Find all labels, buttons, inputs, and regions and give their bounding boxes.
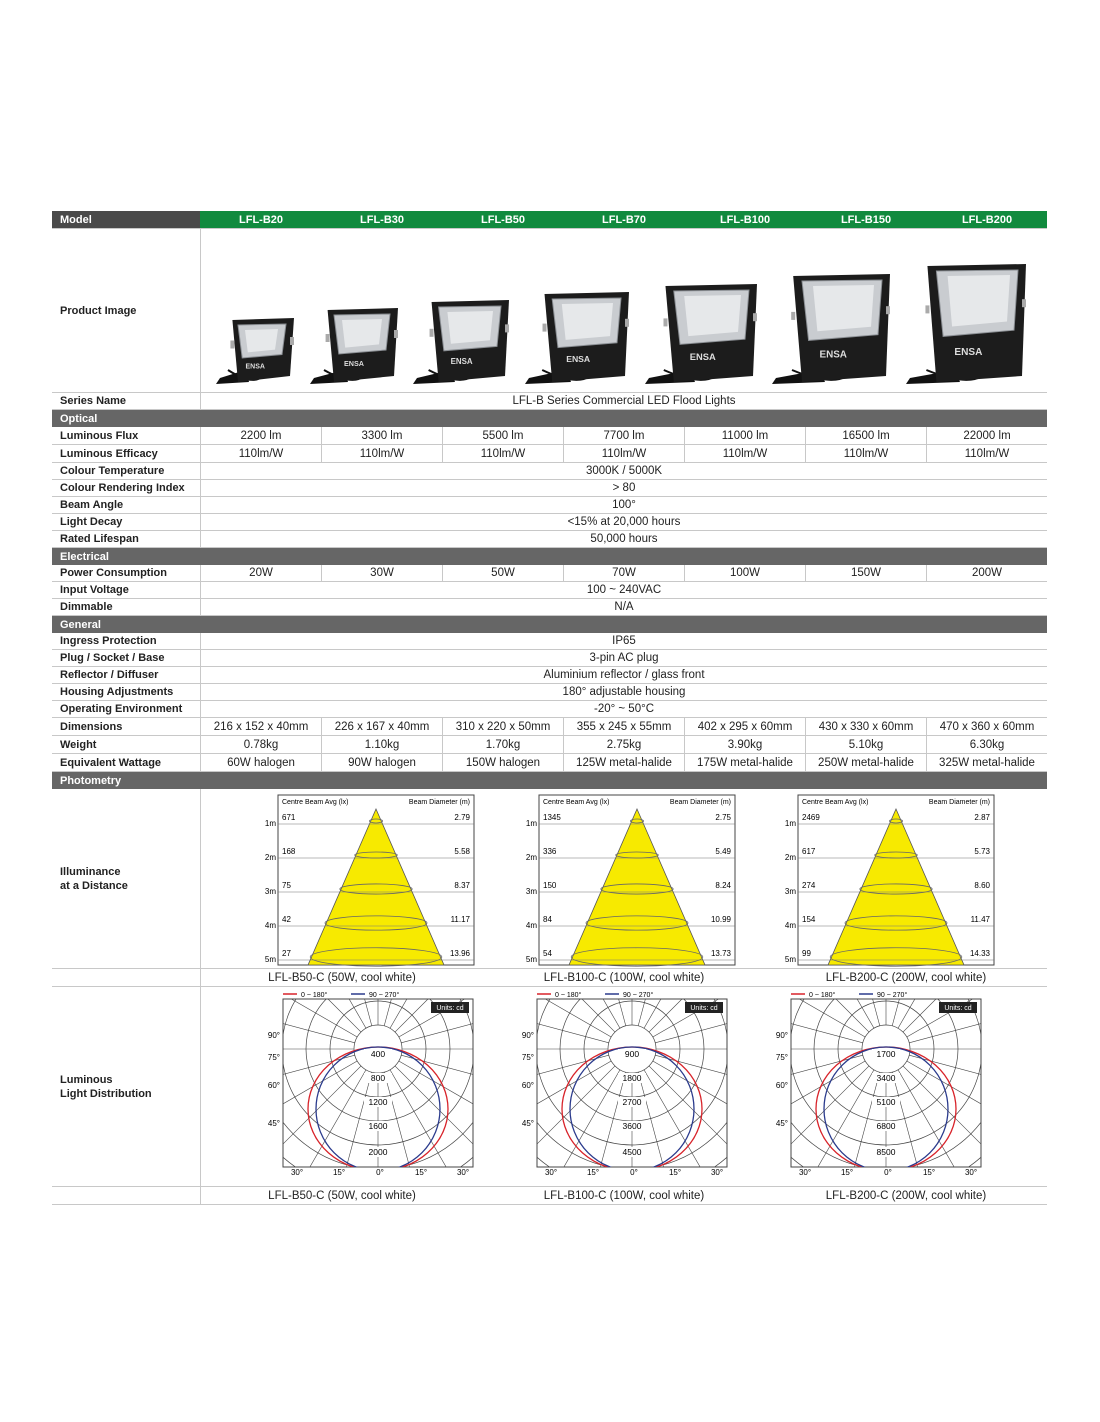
housing-value: 180° adjustable housing	[200, 684, 1047, 700]
efficacy-row	[52, 445, 1047, 463]
ring-label: 2000	[368, 1147, 388, 1157]
illuminance-caption: LFL-B50-C (50W, cool white)	[268, 971, 416, 984]
polar-angle-label: 15°	[586, 1168, 600, 1177]
housing-row	[52, 684, 1047, 701]
diameter-value: 5.49	[715, 847, 731, 856]
housing-label: Housing Adjustments	[60, 686, 174, 698]
cct-value: 3000K / 5000K	[200, 463, 1047, 479]
equiv-value: 250W metal-halide	[805, 754, 926, 771]
life-value: 50,000 hours	[200, 531, 1047, 547]
product-image-cell	[523, 290, 637, 386]
polar-diagram	[686, 987, 1048, 1187]
flux-value: 7700 lm	[563, 427, 684, 444]
illuminance-label	[52, 789, 200, 968]
weight-value: 3.90kg	[684, 736, 805, 753]
distance-label: 3m	[784, 887, 796, 896]
flux-row	[52, 427, 1047, 445]
distance-label: 2m	[264, 853, 276, 862]
power-value: 200W	[926, 565, 1047, 581]
diameter-value: 8.24	[715, 881, 731, 890]
dims-value: 310 x 220 x 50mm	[442, 718, 563, 735]
polar-caption-row	[52, 1187, 1047, 1205]
beam-row	[52, 497, 1047, 514]
distance-label: 2m	[784, 853, 796, 862]
floodlight-product-image	[523, 290, 637, 386]
model-name: LFL-B70	[563, 211, 684, 228]
dims-value: 470 x 360 x 60mm	[926, 718, 1047, 735]
dims-value: 226 x 167 x 40mm	[321, 718, 442, 735]
ip-row	[52, 633, 1047, 650]
floodlight-product-image	[770, 272, 898, 386]
lux-value: 2469	[802, 813, 820, 822]
cri-row	[52, 480, 1047, 497]
env-value: -20° ~ 50°C	[200, 701, 1047, 717]
plug-row	[52, 650, 1047, 667]
voltage-value: 100 ~ 240VAC	[200, 582, 1047, 598]
plug-value: 3-pin AC plug	[200, 650, 1047, 666]
model-header-row	[52, 211, 1047, 229]
legend-label-a: 0 ~ 180°	[555, 992, 582, 999]
env-label: Operating Environment	[60, 703, 183, 715]
model-name: LFL-B100	[684, 211, 805, 228]
ring-label: 900	[624, 1049, 640, 1059]
equiv-value: 175W metal-halide	[684, 754, 805, 771]
series-value: LFL-B Series Commercial LED Flood Lights	[200, 393, 1047, 409]
ip-label: Ingress Protection	[60, 635, 157, 647]
illuminance-caption: LFL-B200-C (200W, cool white)	[825, 971, 987, 984]
product-image-row	[52, 229, 1047, 393]
polar-angle-label: 60°	[521, 1081, 534, 1090]
distance-label: 4m	[784, 921, 796, 930]
centre-beam-label: Centre Beam Avg (lx)	[282, 799, 349, 806]
luminous-label	[52, 987, 200, 1186]
dims-value: 216 x 152 x 40mm	[200, 718, 321, 735]
product-image-cell	[904, 262, 1034, 386]
diameter-value: 8.60	[974, 881, 990, 890]
illuminance-caption: LFL-B100-C (100W, cool white)	[543, 971, 705, 984]
diameter-value: 11.47	[970, 915, 990, 924]
polar-diagrams	[200, 987, 1048, 1186]
weight-value: 6.30kg	[926, 736, 1047, 753]
distance-label: 4m	[264, 921, 276, 930]
efficacy-value: 110lm/W	[442, 445, 563, 462]
flux-value: 2200 lm	[200, 427, 321, 444]
model-name: LFL-B30	[321, 211, 442, 228]
dims-value: 355 x 245 x 55mm	[563, 718, 684, 735]
cct-label: Colour Temperature	[60, 465, 165, 477]
illuminance-diagrams	[200, 789, 1048, 968]
units-label: Units: cd	[944, 1005, 972, 1012]
model-name: LFL-B150	[805, 211, 926, 228]
diameter-value: 2.79	[454, 813, 470, 822]
power-value: 100W	[684, 565, 805, 581]
svg-text:ENSA: ENSA	[343, 359, 364, 368]
ring-label: 3600	[622, 1121, 642, 1131]
lux-value: 27	[282, 949, 291, 958]
beam-diameter-label: Beam Diameter (m)	[408, 799, 470, 806]
power-value: 50W	[442, 565, 563, 581]
weight-value: 1.70kg	[442, 736, 563, 753]
distance-label: 5m	[525, 955, 537, 964]
diameter-value: 14.33	[969, 949, 990, 958]
luminous-distribution-row	[52, 987, 1047, 1187]
floodlight-product-image	[214, 316, 302, 386]
ring-label: 4500	[622, 1147, 642, 1157]
lux-value: 671	[282, 813, 296, 822]
polar-angle-label: 0°	[630, 1168, 638, 1177]
flux-value: 5500 lm	[442, 427, 563, 444]
flux-label: Luminous Flux	[60, 429, 139, 442]
dimmable-label: Dimmable	[60, 601, 113, 613]
reflector-label: Reflector / Diffuser	[60, 669, 159, 681]
ring-label: 1800	[622, 1073, 642, 1083]
illuminance-diagram	[526, 795, 735, 966]
section-optical: Optical	[52, 410, 1047, 427]
ring-label: 400	[370, 1049, 386, 1059]
polar-angle-label: 30°	[544, 1168, 558, 1177]
diameter-value: 8.37	[454, 881, 470, 890]
cct-row	[52, 463, 1047, 480]
dims-value: 402 x 295 x 60mm	[684, 718, 805, 735]
legend-label-b: 90 ~ 270°	[623, 992, 654, 999]
cri-label: Colour Rendering Index	[60, 482, 185, 494]
series-row	[52, 393, 1047, 410]
series-label: Series Name	[60, 395, 127, 407]
model-name: LFL-B200	[926, 211, 1047, 228]
ring-label: 1600	[368, 1121, 388, 1131]
model-name: LFL-B20	[200, 211, 321, 228]
lux-value: 42	[282, 915, 291, 924]
equiv-value: 60W halogen	[200, 754, 321, 771]
luminous-label-line1: Luminous	[60, 1073, 113, 1086]
illuminance-caption-row	[52, 969, 1047, 987]
dims-row	[52, 718, 1047, 736]
reflector-value: Aluminium reflector / glass front	[200, 667, 1047, 683]
polar-caption: LFL-B100-C (100W, cool white)	[543, 1189, 705, 1202]
distance-label: 1m	[784, 819, 796, 828]
power-value: 150W	[805, 565, 926, 581]
product-images	[200, 229, 1047, 392]
ring-label: 6800	[876, 1121, 896, 1131]
illuminance-row	[52, 789, 1047, 969]
diameter-value: 13.73	[710, 949, 731, 958]
polar-angle-label: 60°	[775, 1081, 788, 1090]
polar-angle-label: 15°	[840, 1168, 854, 1177]
equiv-row	[52, 754, 1047, 772]
lux-value: 99	[802, 949, 811, 958]
ring-label: 1700	[876, 1049, 896, 1059]
svg-text:ENSA: ENSA	[245, 363, 265, 371]
polar-angle-label: 15°	[414, 1168, 428, 1177]
polar-caption: LFL-B50-C (50W, cool white)	[268, 1189, 416, 1202]
lux-value: 75	[282, 881, 291, 890]
beam-diameter-label: Beam Diameter (m)	[669, 799, 731, 806]
polar-angle-label: 90°	[775, 1031, 788, 1040]
efficacy-value: 110lm/W	[200, 445, 321, 462]
polar-angle-label: 30°	[290, 1168, 304, 1177]
polar-angle-label: 30°	[964, 1168, 978, 1177]
ring-label: 5100	[876, 1097, 896, 1107]
beam-value: 100°	[200, 497, 1047, 513]
floodlight-product-image	[643, 282, 765, 386]
polar-angle-label: 60°	[267, 1081, 280, 1090]
polar-angle-label: 30°	[456, 1168, 470, 1177]
illuminance-chart	[201, 789, 1048, 969]
polar-angle-label: 45°	[775, 1119, 788, 1128]
life-row	[52, 531, 1047, 548]
lux-value: 336	[543, 847, 557, 856]
ring-label: 800	[370, 1073, 386, 1083]
polar-angle-label: 75°	[775, 1053, 788, 1062]
legend-label-a: 0 ~ 180°	[301, 992, 328, 999]
decay-row	[52, 514, 1047, 531]
efficacy-value: 110lm/W	[321, 445, 442, 462]
ring-label: 2700	[622, 1097, 642, 1107]
polar-angle-label: 30°	[710, 1168, 724, 1177]
polar-caption: LFL-B200-C (200W, cool white)	[825, 1189, 987, 1202]
distance-label: 3m	[264, 887, 276, 896]
illuminance-diagram	[785, 795, 994, 966]
reflector-row	[52, 667, 1047, 684]
illuminance-diagram	[265, 795, 474, 966]
equiv-value: 125W metal-halide	[563, 754, 684, 771]
legend-label-a: 0 ~ 180°	[809, 992, 836, 999]
lux-value: 274	[802, 881, 816, 890]
distance-label: 5m	[264, 955, 276, 964]
distance-label: 3m	[525, 887, 537, 896]
product-image-label: Product Image	[60, 304, 137, 317]
efficacy-value: 110lm/W	[563, 445, 684, 462]
flux-value: 16500 lm	[805, 427, 926, 444]
polar-angle-label: 45°	[267, 1119, 280, 1128]
polar-angle-label: 0°	[884, 1168, 892, 1177]
equiv-label: Equivalent Wattage	[60, 756, 162, 769]
beam-label: Beam Angle	[60, 499, 124, 511]
diameter-value: 13.96	[449, 949, 470, 958]
spec-sheet	[52, 211, 1047, 1205]
diameter-value: 2.75	[715, 813, 731, 822]
model-label: Model	[52, 211, 200, 228]
polar-diagram	[432, 987, 832, 1187]
section-photometry: Photometry	[52, 772, 1047, 789]
ring-label: 3400	[876, 1073, 896, 1083]
distance-label: 1m	[525, 819, 537, 828]
decay-label: Light Decay	[60, 516, 123, 528]
equiv-value: 325W metal-halide	[926, 754, 1047, 771]
efficacy-value: 110lm/W	[805, 445, 926, 462]
power-value: 30W	[321, 565, 442, 581]
floodlight-product-image	[904, 262, 1034, 386]
diameter-value: 2.87	[974, 813, 990, 822]
lux-value: 150	[543, 881, 557, 890]
illuminance-label-line1: Illuminance	[60, 865, 121, 878]
svg-text:ENSA: ENSA	[819, 349, 848, 361]
flux-value: 11000 lm	[684, 427, 805, 444]
product-image-cell	[411, 298, 517, 386]
dimmable-row	[52, 599, 1047, 616]
distance-label: 2m	[525, 853, 537, 862]
polar-angle-label: 90°	[267, 1031, 280, 1040]
polar-angle-label: 30°	[798, 1168, 812, 1177]
beam-diameter-label: Beam Diameter (m)	[928, 799, 990, 806]
plug-label: Plug / Socket / Base	[60, 652, 165, 664]
dimmable-value: N/A	[200, 599, 1047, 615]
section-general: General	[52, 616, 1047, 633]
polar-angle-label: 90°	[521, 1031, 534, 1040]
weight-value: 5.10kg	[805, 736, 926, 753]
polar-angle-label: 0°	[376, 1168, 384, 1177]
diameter-value: 5.73	[974, 847, 990, 856]
distance-label: 4m	[525, 921, 537, 930]
product-image-cell	[214, 316, 302, 386]
equiv-value: 90W halogen	[321, 754, 442, 771]
model-name: LFL-B50	[442, 211, 563, 228]
weight-value: 1.10kg	[321, 736, 442, 753]
floodlight-product-image	[411, 298, 517, 386]
floodlight-product-image	[308, 306, 406, 386]
lux-value: 54	[543, 949, 552, 958]
svg-text:ENSA: ENSA	[954, 347, 983, 358]
power-value: 70W	[563, 565, 684, 581]
svg-text:ENSA: ENSA	[689, 352, 716, 362]
weight-value: 2.75kg	[563, 736, 684, 753]
weight-value: 0.78kg	[200, 736, 321, 753]
legend-label-b: 90 ~ 270°	[877, 992, 908, 999]
weight-label: Weight	[60, 738, 97, 751]
flux-value: 22000 lm	[926, 427, 1047, 444]
polar-angle-label: 15°	[668, 1168, 682, 1177]
power-value: 20W	[200, 565, 321, 581]
efficacy-label: Luminous Efficacy	[60, 447, 158, 460]
dims-value: 430 x 330 x 60mm	[805, 718, 926, 735]
centre-beam-label: Centre Beam Avg (lx)	[543, 799, 610, 806]
product-image-cell	[308, 306, 406, 386]
lux-value: 154	[802, 915, 816, 924]
equiv-value: 150W halogen	[442, 754, 563, 771]
lux-value: 617	[802, 847, 816, 856]
power-row	[52, 565, 1047, 582]
polar-chart	[201, 987, 1048, 1187]
life-label: Rated Lifespan	[60, 533, 139, 545]
illuminance-label-line2: at a Distance	[60, 879, 128, 892]
svg-text:ENSA: ENSA	[566, 354, 591, 364]
polar-angle-label: 75°	[267, 1053, 280, 1062]
power-label: Power Consumption	[60, 567, 167, 579]
efficacy-value: 110lm/W	[926, 445, 1047, 462]
polar-angle-label: 75°	[521, 1053, 534, 1062]
diameter-value: 11.17	[450, 915, 470, 924]
caption-spacer	[52, 969, 200, 986]
diameter-value: 10.99	[710, 915, 731, 924]
decay-value: <15% at 20,000 hours	[200, 514, 1047, 530]
voltage-row	[52, 582, 1047, 599]
ring-label: 1200	[368, 1097, 388, 1107]
voltage-label: Input Voltage	[60, 584, 129, 596]
polar-angle-label: 15°	[332, 1168, 346, 1177]
luminous-label-line2: Light Distribution	[60, 1087, 152, 1100]
product-image-cell	[770, 272, 898, 386]
distance-label: 5m	[784, 955, 796, 964]
svg-text:ENSA: ENSA	[450, 357, 473, 366]
efficacy-value: 110lm/W	[684, 445, 805, 462]
env-row	[52, 701, 1047, 718]
centre-beam-label: Centre Beam Avg (lx)	[802, 799, 869, 806]
polar-angle-label: 45°	[521, 1119, 534, 1128]
legend-label-b: 90 ~ 270°	[369, 992, 400, 999]
ring-label: 8500	[876, 1147, 896, 1157]
lux-value: 168	[282, 847, 296, 856]
dims-label: Dimensions	[60, 720, 123, 733]
units-label: Units: cd	[436, 1005, 464, 1012]
cri-value: > 80	[200, 480, 1047, 496]
polar-angle-label: 15°	[922, 1168, 936, 1177]
section-electrical: Electrical	[52, 548, 1047, 565]
weight-row	[52, 736, 1047, 754]
ip-value: IP65	[200, 633, 1047, 649]
flux-value: 3300 lm	[321, 427, 442, 444]
diameter-value: 5.58	[454, 847, 470, 856]
product-image-cell	[643, 282, 765, 386]
lux-value: 84	[543, 915, 552, 924]
lux-value: 1345	[543, 813, 561, 822]
units-label: Units: cd	[690, 1005, 718, 1012]
distance-label: 1m	[264, 819, 276, 828]
caption-spacer	[52, 1187, 200, 1204]
